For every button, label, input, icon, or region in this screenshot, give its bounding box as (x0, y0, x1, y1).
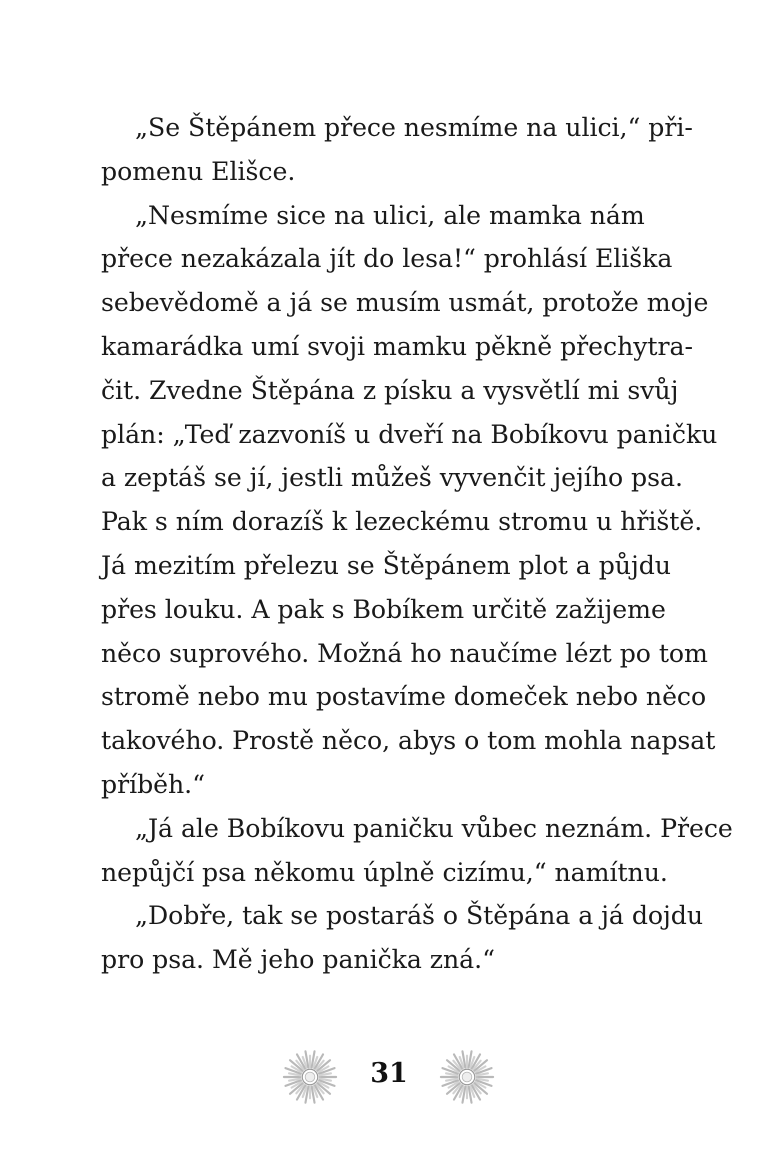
text-line: „Nesmíme sice na ulici, ale mamka nám (135, 200, 645, 230)
text-line: čit. Zvedne Štěpána z písku a vysvětlí mi svůj (101, 375, 679, 405)
text-line: kamarádka umí svoji mamku pěkně přechytra- (101, 331, 693, 361)
text-line: pro psa. Mě jeho panička zná.“ (101, 945, 495, 975)
text-line: přes louku. A pak s Bobíkem určitě zažijeme (101, 594, 666, 624)
text-line: příběh.“ (101, 769, 205, 799)
text-line: plán: „Teď zazvoníš u dveří na Bobíkovu paničku (101, 419, 718, 449)
body-text (101, 106, 733, 982)
flower-ornament-icon (438, 1048, 496, 1106)
text-line: Pak s ním dorazíš k lezeckému stromu u hřiště. (101, 507, 703, 537)
text-line: stromě nebo mu postavíme domeček nebo něco (101, 682, 707, 712)
text-line: něco suprového. Možná ho naučíme lézt po tom (101, 638, 708, 668)
text-line: přece nezakázala jít do lesa!“ prohlásí Eliška (101, 244, 673, 274)
text-line: a zeptáš se jí, jestli můžeš vyvenčit jejího psa. (101, 463, 683, 493)
text-line: nepůjčí psa někomu úplně cizímu,“ namítnu. (101, 857, 668, 887)
page-footer (0, 1048, 762, 1106)
text-line: sebevědomě a já se musím usmát, protože moje (101, 288, 709, 318)
text-line: Já mezitím přelezu se Štěpánem plot a půjdu (101, 550, 671, 580)
text-line: „Se Štěpánem přece nesmíme na ulici,“ při- (135, 113, 693, 142)
text-line: takového. Prostě něco, abys o tom mohla napsat (101, 726, 716, 756)
text-line: pomenu Elišce. (101, 156, 296, 186)
page-number: 31 (370, 1058, 408, 1089)
text-line: „Dobře, tak se postaráš o Štěpána a já dojdu (135, 901, 704, 931)
text-line: „Já ale Bobíkovu paničku vůbec neznám. Přece (135, 813, 733, 843)
